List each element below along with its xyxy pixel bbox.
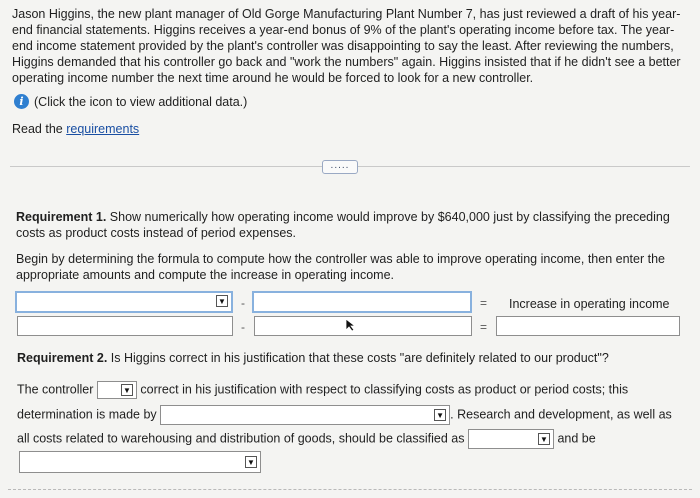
result-label: Increase in operating income — [509, 297, 670, 311]
intro-paragraph: Jason Higgins, the new plant manager of Old Gorge Manufacturing Plant Number 7, has just reviewed a draft of his year-end financial statements. Higgins receives a year-end bonus of 9% of the plant's operating income before tax. The year-end income statement provided by the plant's controller was disappointing to say the least. After reviewing the numbers, Higgins demanded that his controller go back and "work the numbers" again. Higgins insisted that if he didn't see a better operating income number the next time around he would be forced to look for a new controller. — [12, 7, 681, 85]
amount-input-2[interactable] — [254, 316, 472, 336]
chevron-down-icon: ▼ — [434, 409, 446, 421]
req2-line3: all costs related to warehousing and distribution of goods, should be classified as ▼ and be — [17, 429, 596, 449]
chevron-down-icon: ▼ — [121, 384, 133, 396]
info-text: (Click the icon to view additional data.) — [34, 94, 248, 109]
req2-text: Requirement 2. Is Higgins correct in his justification that these costs "are definitely related to our product"? — [17, 351, 609, 365]
req1-instruction: Begin by determining the formula to compute how the controller was able to improve operating income, then enter the appropriate amounts and compute the increase in operating income. — [16, 252, 665, 282]
amount-input-1[interactable] — [17, 316, 233, 336]
formula-dropdown-2[interactable] — [252, 291, 472, 313]
controller-correct-dropdown[interactable] — [97, 381, 137, 399]
info-row[interactable] — [14, 94, 247, 109]
equals-sign: = — [480, 320, 488, 334]
expand-dots-button[interactable]: ..... — [322, 160, 358, 174]
treatment-dropdown[interactable] — [19, 451, 261, 473]
req2-line1: The controller ▼ correct in his justification with respect to classifying costs as product or period costs; this — [17, 381, 628, 399]
info-icon[interactable]: i — [14, 94, 29, 109]
increase-result-input[interactable] — [496, 316, 680, 336]
minus-sign: - — [241, 296, 245, 310]
requirements-line: Read the requirements — [12, 122, 140, 136]
determination-dropdown[interactable] — [160, 405, 450, 425]
chevron-down-icon: ▼ — [245, 456, 257, 468]
formula-dropdown-1[interactable] — [15, 291, 233, 313]
requirements-link[interactable]: requirements — [66, 122, 140, 136]
req1-text: Requirement 1. Show numerically how operating income would improve by $640,000 just by classifying the preceding costs as product costs instead of period expenses. — [16, 210, 670, 240]
classification-dropdown[interactable] — [468, 429, 554, 449]
chevron-down-icon: ▼ — [216, 295, 228, 307]
chevron-down-icon: ▼ — [538, 433, 550, 445]
bottom-divider — [8, 489, 692, 498]
mouse-cursor-icon — [345, 318, 357, 332]
equals-sign: = — [480, 296, 488, 310]
minus-sign: - — [241, 320, 245, 334]
req2-line2: determination is made by ▼ . Research and development, as well as — [17, 405, 672, 425]
